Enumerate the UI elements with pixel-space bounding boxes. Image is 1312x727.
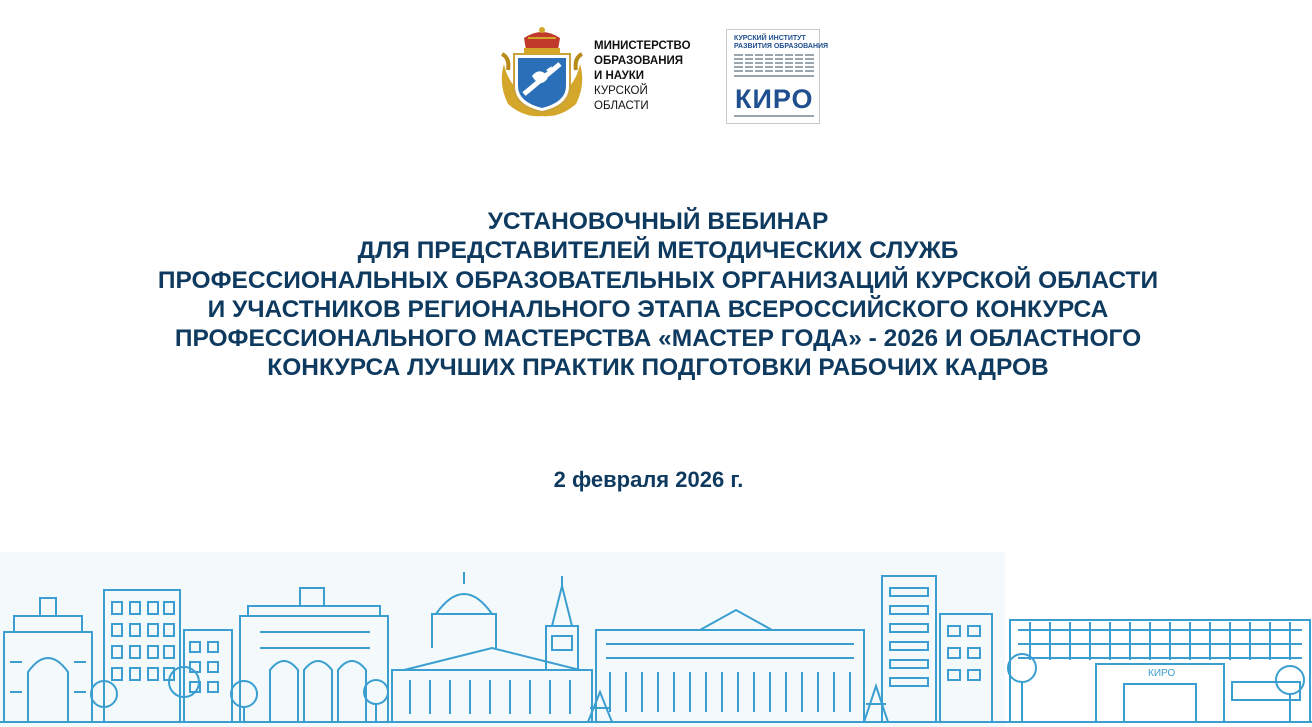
title-line: ДЛЯ ПРЕДСТАВИТЕЛЕЙ МЕТОДИЧЕСКИХ СЛУЖБ (357, 237, 959, 265)
event-date: 2 февраля 2026 г. (553, 467, 744, 492)
ministry-line: МИНИСТЕРСТВО (594, 40, 691, 52)
city-skyline-illustration (0, 552, 1312, 727)
title-line: ПРОФЕССИОНАЛЬНЫХ ОБРАЗОВАТЕЛЬНЫХ ОРГАНИЗАЦИЙ КУРСКОЙ ОБЛАСТИ (157, 266, 1159, 294)
ministry-line: КУРСКОЙ (594, 85, 648, 97)
webinar-title (60, 207, 1256, 383)
title-line: ПРОФЕССИОНАЛЬНОГО МАСТЕРСТВА «МАСТЕР ГОДА» - 2026 И ОБЛАСТНОГО (174, 325, 1142, 353)
coat-of-arms-icon (494, 24, 590, 120)
kiro-title-line: РАЗВИТИЯ ОБРАЗОВАНИЯ (734, 43, 829, 50)
title-line: УСТАНОВОЧНЫЙ ВЕБИНАР (487, 208, 829, 235)
kiro-title-line: КУРСКИЙ ИНСТИТУТ (734, 35, 806, 42)
kiro-logo (726, 29, 829, 124)
header-logos (494, 24, 829, 128)
ministry-line: ОБРАЗОВАНИЯ (594, 55, 684, 67)
ministry-line: ОБЛАСТИ (594, 100, 649, 112)
ministry-line: И НАУКИ (594, 70, 645, 82)
city-kiro-sign: КИРО (1148, 668, 1176, 679)
title-line: И УЧАСТНИКОВ РЕГИОНАЛЬНОГО ЭТАПА ВСЕРОССИЙСКОГО КОНКУРСА (207, 295, 1109, 323)
kiro-wordmark: КИРО (735, 84, 814, 114)
title-line: КОНКУРСА ЛУЧШИХ ПРАКТИК ПОДГОТОВКИ РАБОЧИХ КАДРОВ (267, 354, 1049, 382)
ministry-name (594, 39, 691, 114)
